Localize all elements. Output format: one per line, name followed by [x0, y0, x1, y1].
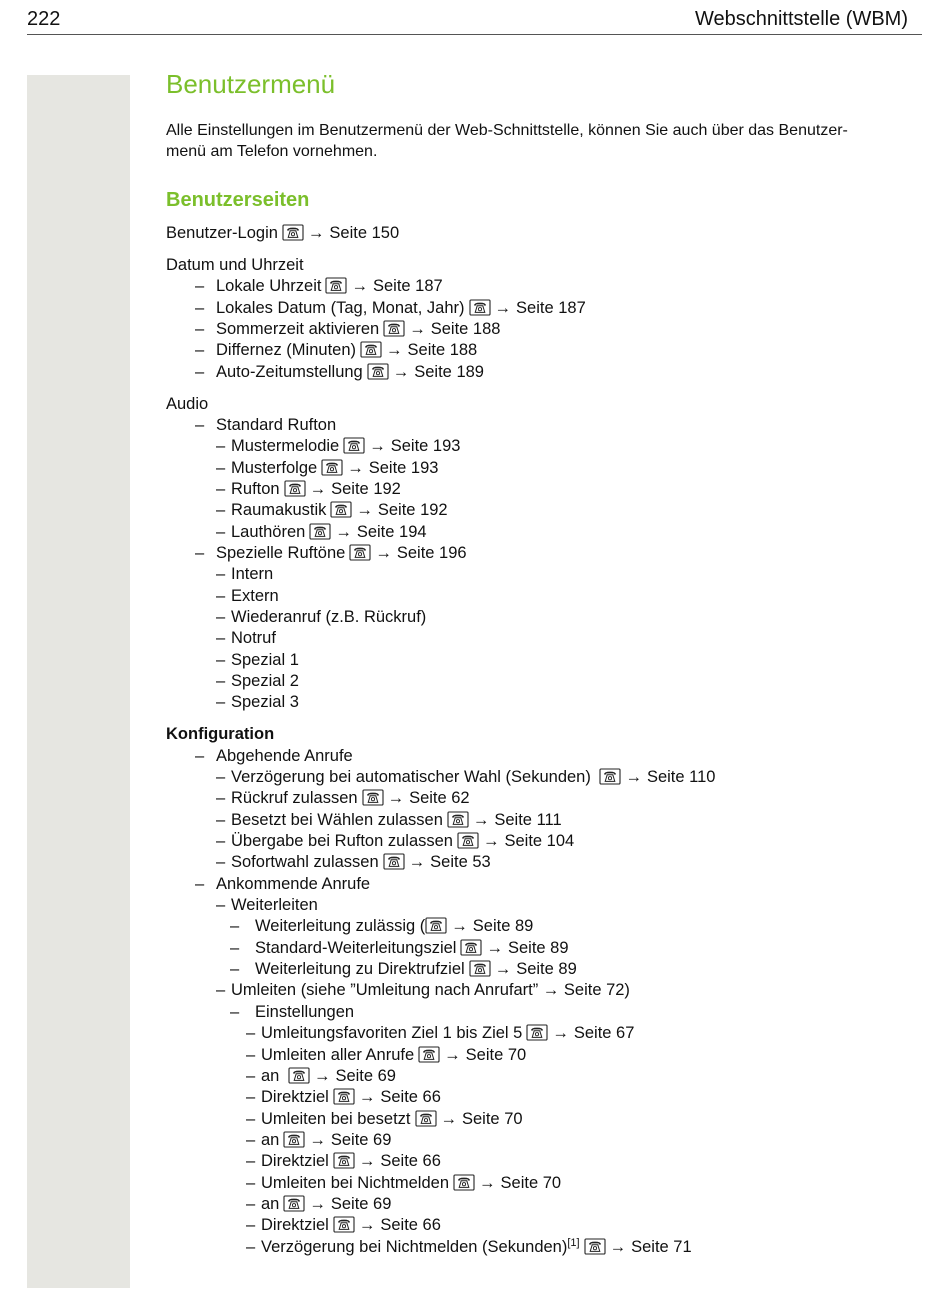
entry-label: Umleiten bei Nichtmelden	[261, 1173, 450, 1192]
list-dash: –	[246, 1088, 256, 1107]
list-dash: –	[216, 501, 226, 520]
menu-entry	[166, 298, 926, 319]
menu-entry	[166, 938, 926, 959]
entry-label: Extern	[231, 586, 279, 605]
page-reference-link[interactable]: Seite 69	[330, 1194, 392, 1213]
entry-label: Weiterleitung zu Direktrufziel	[255, 960, 465, 979]
page-reference-link[interactable]: Seite 66	[380, 1088, 441, 1107]
entry-label: Differnez (Minuten)	[216, 341, 357, 360]
phone-icon	[447, 811, 469, 828]
arrow-icon: →	[494, 960, 512, 979]
phone-icon	[526, 1024, 548, 1041]
entry-label: Standard Rufton	[216, 415, 337, 434]
phone-icon	[383, 853, 405, 870]
entry-label: Lokale Uhrzeit	[216, 277, 322, 296]
page-reference-link[interactable]: Seite 196	[396, 544, 467, 562]
page-reference-link[interactable]: Seite 111	[494, 810, 562, 829]
phone-icon	[460, 939, 482, 956]
menu-entry	[166, 767, 926, 788]
menu-entry	[166, 874, 926, 895]
arrow-icon: →	[409, 319, 426, 338]
page-reference-link[interactable]: Seite 70	[462, 1109, 523, 1128]
entry-label: Raumakustik	[231, 501, 327, 520]
arrow-icon: →	[375, 544, 392, 562]
sidebar-margin	[27, 75, 130, 1288]
page-reference-link[interactable]: Seite 187	[516, 298, 586, 317]
menu-entry	[166, 650, 926, 671]
entry-label: Notruf	[231, 629, 276, 648]
phone-icon	[383, 320, 405, 337]
list-dash: –	[195, 298, 205, 317]
list-dash: –	[216, 896, 226, 915]
arrow-icon: →	[313, 1066, 331, 1085]
list-dash: –	[246, 1173, 256, 1192]
page-reference-link[interactable]: Seite 192	[331, 479, 401, 498]
page-reference-link[interactable]: Seite 70	[465, 1045, 527, 1064]
list-dash: –	[230, 960, 240, 979]
entry-label: an	[261, 1066, 284, 1085]
entry-label: Besetzt bei Wählen zulassen	[231, 810, 443, 829]
list-dash: –	[230, 938, 240, 957]
arrow-icon: →	[358, 1152, 376, 1171]
page-reference-link[interactable]: Seite 89	[516, 960, 577, 979]
page-reference-link[interactable]: Seite 193	[368, 458, 439, 477]
list-dash: –	[195, 341, 205, 360]
page-reference-link[interactable]: Seite 110	[646, 768, 716, 787]
menu-entry	[166, 458, 926, 479]
arrow-icon: →	[451, 917, 468, 936]
phone-icon	[333, 1088, 355, 1105]
menu-entry	[166, 340, 926, 361]
arrow-icon: →	[358, 1216, 376, 1235]
page-reference-link[interactable]: Seite 194	[356, 522, 427, 541]
list-dash: –	[230, 1002, 240, 1021]
entry-label: Übergabe bei Rufton zulassen	[231, 832, 453, 851]
arrow-icon: →	[307, 224, 325, 242]
menu-entry	[166, 671, 926, 692]
arrow-icon: →	[347, 458, 364, 477]
menu-entry	[166, 831, 926, 852]
entry-label: an	[261, 1194, 280, 1213]
list-dash: –	[216, 458, 226, 477]
entry-label: Spezial 2	[231, 672, 299, 691]
list-dash: –	[216, 693, 226, 712]
menu-entry	[166, 959, 926, 980]
menu-entry	[166, 223, 926, 244]
list-dash: –	[216, 437, 226, 456]
phone-icon	[425, 917, 447, 934]
phone-icon	[343, 437, 365, 454]
page-reference-link[interactable]: Seite 193	[390, 437, 461, 456]
menu-entry	[166, 1023, 926, 1044]
arrow-icon: →	[309, 479, 327, 498]
menu-entry	[166, 1194, 926, 1215]
menu-list	[166, 223, 926, 1258]
menu-entry	[166, 1002, 926, 1023]
entry-label: Spezial 3	[231, 693, 299, 712]
menu-entry	[166, 319, 926, 340]
entry-label: Lauthören	[231, 522, 306, 541]
page-reference-link[interactable]: Seite 53	[430, 853, 491, 872]
arrow-icon: →	[387, 789, 405, 808]
entry-label: Direktziel	[261, 1152, 329, 1171]
phone-icon	[469, 299, 491, 316]
entry-label: Datum und Uhrzeit	[166, 255, 304, 274]
entry-label: Verzögerung bei automatischer Wahl (Sekunden)	[231, 768, 596, 787]
list-dash: –	[216, 768, 226, 787]
menu-entry	[166, 479, 926, 500]
list-dash: –	[246, 1066, 256, 1085]
menu-entry	[166, 1151, 926, 1172]
entry-label: Umleiten aller Anrufe	[261, 1045, 415, 1064]
arrow-icon: →	[472, 810, 490, 829]
phone-icon	[283, 1131, 305, 1148]
arrow-icon: →	[356, 501, 373, 520]
arrow-icon: →	[609, 1237, 627, 1256]
entry-label: Weiterleitung zulässig (	[255, 917, 426, 936]
arrow-icon: →	[309, 1130, 326, 1149]
list-dash: –	[216, 789, 226, 808]
list-dash: –	[195, 874, 205, 893]
phone-icon	[349, 544, 371, 561]
entry-label: Spezial 1	[231, 650, 299, 669]
list-dash: –	[195, 277, 205, 296]
menu-entry	[166, 362, 926, 383]
menu-entry	[166, 980, 926, 1001]
phone-icon	[367, 363, 389, 380]
page-number: 222	[27, 8, 61, 30]
entry-label: Sommerzeit aktivieren	[216, 319, 380, 338]
list-dash: –	[216, 522, 226, 541]
page-reference-link[interactable]: Seite 66	[380, 1216, 441, 1235]
arrow-icon: →	[479, 1173, 496, 1192]
entry-label: Umleiten bei besetzt	[261, 1109, 411, 1128]
arrow-icon: →	[486, 938, 503, 957]
footnote-marker: [1]	[567, 1236, 580, 1249]
entry-label: Intern	[231, 565, 274, 584]
arrow-icon: →	[408, 853, 426, 872]
entry-label: Direktziel	[261, 1088, 329, 1107]
page-reference-link[interactable]: Seite 150	[329, 224, 400, 242]
menu-entry	[166, 394, 926, 415]
phone-icon	[288, 1067, 310, 1084]
list-dash: –	[246, 1194, 256, 1213]
entry-label: Konfiguration	[166, 725, 275, 744]
menu-entry	[166, 1130, 926, 1151]
list-dash: –	[216, 586, 226, 605]
phone-icon	[469, 960, 491, 977]
arrow-icon: →	[392, 362, 410, 381]
phone-icon	[599, 768, 621, 785]
page-reference-link[interactable]: Seite 104	[504, 832, 575, 851]
entry-label: Direktziel	[261, 1216, 329, 1235]
entry-label: Rückruf zulassen	[231, 789, 358, 808]
entry-label: Umleiten (siehe ”Umleitung nach Anrufart” → Seite 72)	[231, 981, 630, 1000]
menu-entry	[166, 564, 926, 585]
phone-icon	[330, 501, 352, 518]
phone-icon	[360, 341, 382, 358]
list-dash: –	[216, 479, 226, 498]
list-dash: –	[216, 981, 226, 1000]
entry-label: Verzögerung bei Nichtmelden (Sekunden)	[261, 1237, 568, 1256]
menu-entry	[166, 415, 926, 436]
entry-label: Weiterleiten	[231, 896, 318, 915]
phone-icon	[333, 1216, 355, 1233]
subheading: Benutzerseiten	[166, 189, 310, 211]
arrow-icon: →	[444, 1045, 461, 1064]
page-reference-link[interactable]: Seite 188	[407, 341, 478, 360]
phone-icon	[333, 1152, 355, 1169]
list-dash: –	[246, 1130, 256, 1149]
menu-entry	[166, 895, 926, 916]
phone-icon	[415, 1110, 437, 1127]
arrow-icon: →	[552, 1024, 569, 1043]
list-dash: –	[216, 853, 226, 872]
menu-entry	[166, 1109, 926, 1130]
intro-line-1: Alle Einstellungen im Benutzermenü der Web-Schnittstelle, können Sie auch über das Benutzer-	[166, 122, 848, 139]
menu-entry	[166, 1066, 926, 1087]
arrow-icon: →	[625, 768, 642, 787]
entry-label: Audio	[166, 394, 209, 413]
menu-entry	[166, 543, 926, 564]
entry-label: Wiederanruf (z.B. Rückruf)	[231, 608, 427, 627]
entry-label: Musterfolge	[231, 458, 318, 477]
list-dash: –	[246, 1152, 256, 1171]
arrow-icon: →	[386, 341, 403, 360]
arrow-icon: →	[494, 298, 512, 317]
arrow-icon: →	[369, 437, 386, 456]
entry-label: Lokales Datum (Tag, Monat, Jahr)	[216, 298, 465, 317]
phone-icon	[283, 1195, 305, 1212]
menu-entry	[166, 810, 926, 831]
list-dash: –	[216, 650, 226, 669]
page-reference-link[interactable]: Seite 70	[500, 1173, 562, 1192]
entry-label: Ankommende Anrufe	[216, 874, 371, 893]
page-reference-link[interactable]: Seite 66	[380, 1152, 441, 1171]
menu-entry	[166, 788, 926, 809]
list-dash: –	[246, 1109, 256, 1128]
arrow-icon: →	[358, 1088, 376, 1107]
entry-label: Mustermelodie	[231, 437, 340, 456]
phone-icon	[453, 1174, 475, 1191]
list-dash: –	[216, 832, 226, 851]
menu-entry	[166, 692, 926, 713]
menu-entry	[166, 1237, 926, 1258]
menu-entry	[166, 916, 926, 937]
page-heading: Benutzermenü	[166, 69, 336, 99]
list-dash: –	[216, 608, 226, 627]
entry-label: Abgehende Anrufe	[216, 746, 353, 765]
menu-entry	[166, 1173, 926, 1194]
menu-entry	[166, 746, 926, 767]
arrow-icon: →	[309, 1194, 326, 1213]
entry-label: Sofortwahl zulassen	[231, 853, 379, 872]
phone-icon	[309, 523, 331, 540]
menu-entry	[166, 1087, 926, 1108]
phone-icon	[284, 480, 306, 497]
list-dash: –	[216, 810, 226, 829]
menu-entry	[166, 500, 926, 521]
phone-icon	[282, 224, 304, 241]
page-reference-link[interactable]: Seite 89	[472, 917, 534, 936]
phone-icon	[584, 1238, 606, 1255]
arrow-icon: →	[440, 1109, 457, 1128]
intro-line-2: menü am Telefon vornehmen.	[166, 143, 378, 160]
list-dash: –	[195, 362, 205, 381]
phone-icon	[457, 832, 479, 849]
menu-entry	[166, 724, 926, 745]
page-reference-link[interactable]: Seite 67	[573, 1024, 635, 1043]
entry-label: an	[261, 1130, 280, 1149]
list-dash: –	[246, 1045, 256, 1064]
menu-entry	[166, 852, 926, 873]
page-reference-link[interactable]: Seite 71	[631, 1237, 692, 1256]
main-content	[166, 68, 926, 1258]
list-dash: –	[195, 319, 205, 338]
menu-entry	[166, 628, 926, 649]
intro-paragraph	[166, 120, 926, 162]
entry-label: Standard-Weiterleitungsziel	[255, 938, 457, 957]
page-reference-link[interactable]: Seite 192	[377, 501, 448, 520]
arrow-icon: →	[482, 832, 500, 851]
entry-label: Einstellungen	[255, 1002, 355, 1021]
page-reference-link[interactable]: Seite 187	[372, 277, 443, 296]
page-reference-link[interactable]: Seite 189	[414, 362, 484, 381]
menu-entry	[166, 276, 926, 297]
entry-label: Spezielle Ruftöne	[216, 544, 346, 562]
list-dash: –	[216, 629, 226, 648]
page-reference-link[interactable]: Seite 69	[330, 1130, 392, 1149]
header-title: Webschnittstelle (WBM)	[694, 8, 908, 30]
menu-entry	[166, 1215, 926, 1236]
page-reference-link[interactable]: Seite 188	[430, 319, 501, 338]
menu-entry	[166, 522, 926, 543]
list-dash: –	[216, 672, 226, 691]
phone-icon	[321, 459, 343, 476]
entry-label: Benutzer-Login	[166, 224, 278, 242]
phone-icon	[418, 1046, 440, 1063]
list-dash: –	[216, 565, 226, 584]
menu-entry	[166, 255, 926, 276]
phone-icon	[362, 789, 384, 806]
page-reference-link[interactable]: Seite 62	[409, 789, 470, 808]
arrow-icon: →	[351, 277, 368, 296]
entry-label: Auto-Zeitumstellung	[216, 362, 363, 381]
menu-entry	[166, 586, 926, 607]
arrow-icon: →	[335, 522, 352, 541]
phone-icon	[325, 277, 347, 294]
menu-entry	[166, 436, 926, 457]
page-header	[27, 6, 922, 35]
page-reference-link[interactable]: Seite 89	[507, 938, 569, 957]
list-dash: –	[246, 1216, 256, 1235]
menu-entry	[166, 1045, 926, 1066]
list-dash: –	[230, 917, 240, 936]
list-dash: –	[246, 1237, 256, 1256]
page-reference-link[interactable]: Seite 69	[335, 1066, 396, 1085]
list-dash: –	[195, 544, 205, 562]
entry-label: Umleitungsfavoriten Ziel 1 bis Ziel 5	[261, 1024, 523, 1043]
list-dash: –	[246, 1024, 256, 1043]
entry-label: Rufton	[231, 479, 280, 498]
menu-entry	[166, 607, 926, 628]
list-dash: –	[195, 415, 205, 434]
list-dash: –	[195, 746, 205, 765]
